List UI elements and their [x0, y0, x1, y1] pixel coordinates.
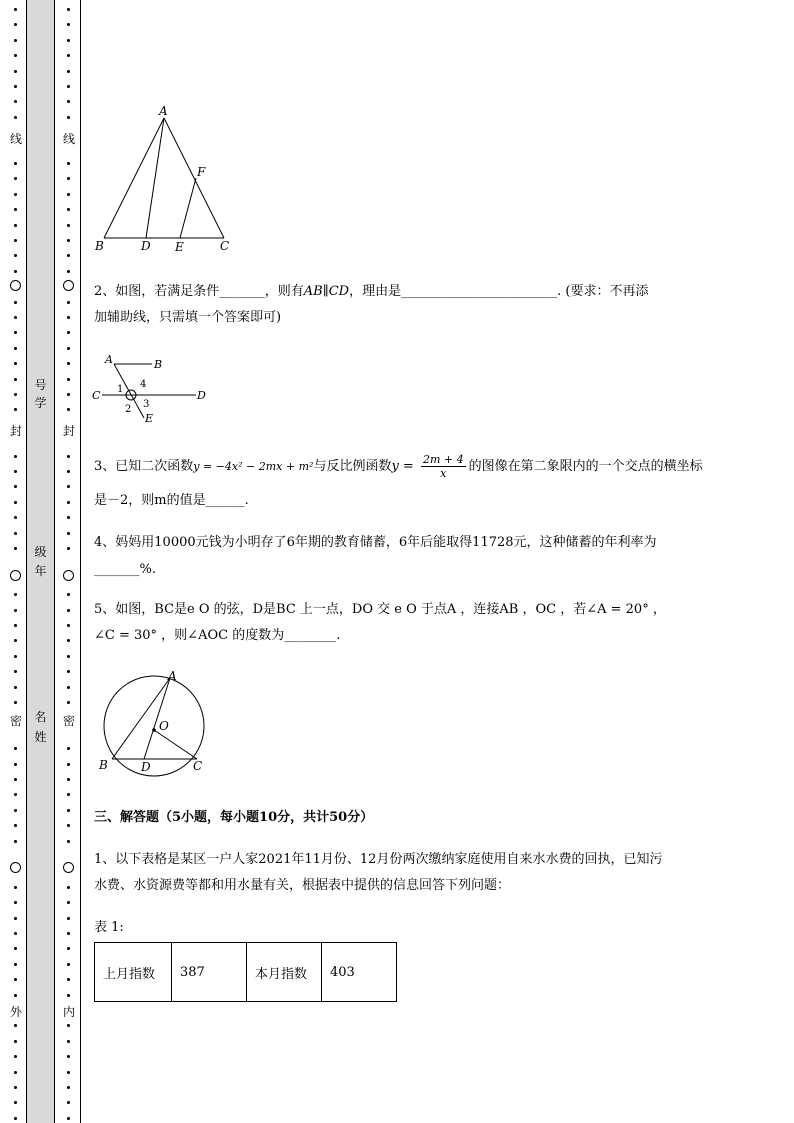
binding-dot	[67, 254, 70, 257]
binding-dot	[67, 747, 70, 750]
binding-dot	[14, 763, 17, 766]
binding-dot	[14, 840, 17, 843]
question-4-line2: _______%.	[94, 562, 156, 577]
angle-4: 4	[140, 379, 147, 390]
angle-1: 1	[117, 384, 124, 395]
binding-dot	[14, 1101, 17, 1104]
binding-dot	[67, 301, 70, 304]
question-5-line1: 5、如图，BC是e O 的弦，D是BC 上一点，DO 交 e O 于点A ，连接AB ，OC ，若∠A = 20° ，	[94, 602, 666, 617]
binding-dot	[67, 655, 70, 658]
binding-dot	[14, 8, 17, 11]
binding-dot	[14, 162, 17, 165]
binding-dot	[67, 270, 70, 273]
label-O: O	[159, 719, 169, 733]
binding-dot	[67, 609, 70, 612]
binding-dot	[14, 301, 17, 304]
binding-dot	[67, 85, 70, 88]
binding-ring	[10, 862, 21, 873]
binding-char: 线	[62, 132, 75, 146]
info-label: 学	[34, 396, 47, 410]
binding-dot	[67, 501, 70, 504]
binding-dot	[67, 901, 70, 904]
table-cell: 本月指数	[247, 943, 322, 1002]
binding-dot	[67, 593, 70, 596]
binding-dot	[14, 1024, 17, 1027]
binding-dot	[67, 70, 70, 73]
binding-dot	[67, 116, 70, 119]
inner-dotted-column	[58, 0, 80, 1123]
binding-dot	[67, 1086, 70, 1089]
binding-dot	[67, 54, 70, 57]
binding-dot	[67, 1055, 70, 1058]
question-2-line2: 加辅助线，只需填一个答案即可)	[94, 310, 282, 325]
binding-dot	[14, 193, 17, 196]
binding-dot	[14, 470, 17, 473]
label-D: D	[141, 760, 151, 774]
binding-line	[80, 0, 81, 1123]
question-4-line1: 4、妈妈用10000元钱为小明存了6年期的教育储蓄，6年后能取得11728元，这种储蓄的年利率为	[94, 535, 657, 550]
label-A: A	[168, 669, 177, 683]
info-label: 姓	[34, 730, 47, 744]
table-cell: 403	[322, 943, 397, 1002]
binding-dot	[14, 85, 17, 88]
binding-dot	[67, 886, 70, 889]
binding-dot	[14, 994, 17, 997]
water-bill-table	[94, 942, 397, 1002]
binding-dot	[67, 316, 70, 319]
info-label: 号	[34, 378, 47, 392]
binding-dot	[67, 1117, 70, 1120]
section-3-heading: 三、解答题（5小题，每小题10分，共计50分）	[94, 810, 374, 825]
binding-dot	[14, 609, 17, 612]
binding-dot	[14, 886, 17, 889]
figure-triangle	[90, 100, 240, 260]
label-A: A	[105, 353, 113, 366]
binding-dot	[67, 8, 70, 11]
binding-dot	[14, 639, 17, 642]
binding-dot	[14, 316, 17, 319]
table-cell: 387	[172, 943, 247, 1002]
binding-char: 封	[62, 424, 75, 438]
binding-dot	[67, 763, 70, 766]
binding-dot	[67, 100, 70, 103]
binding-ring	[63, 570, 74, 581]
label-A: A	[159, 104, 168, 118]
binding-dot	[67, 947, 70, 950]
binding-dot	[67, 455, 70, 458]
binding-dot	[67, 547, 70, 550]
binding-dot	[14, 362, 17, 365]
label-E: E	[175, 240, 184, 254]
label-F: F	[197, 165, 206, 179]
binding-dot	[67, 23, 70, 26]
question-3-line2: 是－2，则m的值是______.	[94, 493, 249, 508]
label-D: D	[141, 239, 151, 253]
binding-dot	[14, 408, 17, 411]
angle-3: 3	[143, 399, 150, 410]
binding-dot	[14, 208, 17, 211]
binding-dot	[14, 747, 17, 750]
binding-dot	[14, 824, 17, 827]
binding-dot	[67, 162, 70, 165]
binding-dot	[14, 655, 17, 658]
binding-dot	[14, 932, 17, 935]
label-C: C	[92, 389, 101, 402]
binding-dot	[14, 516, 17, 519]
question-5-line2: ∠C = 30° ，则∠AOC 的度数为________.	[94, 628, 341, 643]
solve-1-line2: 水费、水资源费等都和用水量有关，根据表中提供的信息回答下列问题：	[94, 878, 511, 893]
binding-dot	[67, 701, 70, 704]
binding-ring	[10, 280, 21, 291]
figure-parallel-lines	[88, 352, 218, 427]
binding-dot	[14, 547, 17, 550]
label-D: D	[197, 389, 206, 402]
binding-dot	[14, 347, 17, 350]
binding-dot	[67, 393, 70, 396]
table-cell: 上月指数	[95, 943, 172, 1002]
binding-dot	[14, 331, 17, 334]
binding-dot	[14, 593, 17, 596]
binding-ring	[63, 862, 74, 873]
binding-dot	[67, 994, 70, 997]
binding-dot	[14, 1040, 17, 1043]
binding-dot	[14, 778, 17, 781]
binding-dot	[67, 331, 70, 334]
binding-dot	[14, 100, 17, 103]
binding-dot	[14, 1117, 17, 1120]
binding-dot	[67, 193, 70, 196]
binding-dot	[67, 39, 70, 42]
binding-char: 密	[9, 714, 22, 728]
binding-char: 内	[62, 1005, 75, 1019]
binding-dot	[14, 224, 17, 227]
binding-dot	[14, 793, 17, 796]
binding-dot	[67, 224, 70, 227]
binding-dot	[14, 254, 17, 257]
info-label: 级	[34, 545, 47, 559]
binding-dot	[67, 624, 70, 627]
binding-dot	[67, 177, 70, 180]
binding-dot	[14, 670, 17, 673]
binding-margin	[0, 0, 82, 1123]
binding-dot	[14, 501, 17, 504]
binding-dot	[14, 23, 17, 26]
binding-dot	[14, 393, 17, 396]
binding-dot	[14, 54, 17, 57]
binding-char: 线	[9, 132, 22, 146]
binding-dot	[67, 516, 70, 519]
binding-dot	[67, 1101, 70, 1104]
binding-dot	[14, 947, 17, 950]
binding-dot	[14, 701, 17, 704]
binding-dot	[67, 932, 70, 935]
binding-dot	[67, 408, 70, 411]
binding-dot	[67, 347, 70, 350]
binding-dot	[14, 963, 17, 966]
binding-dot	[14, 624, 17, 627]
binding-dot	[14, 901, 17, 904]
binding-dot	[67, 963, 70, 966]
binding-ring	[10, 570, 21, 581]
student-info-band	[26, 0, 55, 1123]
label-B: B	[99, 758, 108, 772]
binding-dot	[14, 917, 17, 920]
binding-dot	[14, 70, 17, 73]
outer-dotted-column	[5, 0, 27, 1123]
binding-dot	[67, 917, 70, 920]
figure-circle	[94, 668, 219, 778]
table-caption: 表 1:	[94, 920, 124, 935]
binding-char: 封	[9, 424, 22, 438]
binding-dot	[14, 39, 17, 42]
binding-dot	[67, 670, 70, 673]
binding-dot	[67, 978, 70, 981]
binding-dot	[14, 485, 17, 488]
binding-dot	[67, 778, 70, 781]
info-label: 名	[34, 710, 47, 724]
binding-dot	[67, 793, 70, 796]
question-3-line1: 3、已知二次函数y = −4x² − 2mx + m²与反比例函数y = $\frac{2m + 4}{x}$ 的图像在第二象限内的一个交点的横坐标	[94, 453, 703, 480]
angle-2: 2	[125, 404, 132, 415]
binding-dot	[67, 470, 70, 473]
binding-dot	[14, 1086, 17, 1089]
binding-dot	[14, 270, 17, 273]
binding-dot	[67, 1024, 70, 1027]
label-B: B	[154, 358, 163, 371]
label-C: C	[193, 759, 203, 773]
binding-dot	[14, 809, 17, 812]
binding-dot	[67, 239, 70, 242]
binding-dot	[14, 378, 17, 381]
info-label: 年	[34, 564, 47, 578]
binding-dot	[14, 978, 17, 981]
binding-dot	[67, 532, 70, 535]
binding-dot	[14, 239, 17, 242]
label-C: C	[220, 239, 230, 253]
binding-dot	[67, 639, 70, 642]
binding-dot	[67, 686, 70, 689]
binding-dot	[67, 362, 70, 365]
binding-dot	[14, 1071, 17, 1074]
binding-dot	[67, 824, 70, 827]
binding-dot	[14, 686, 17, 689]
binding-dot	[14, 455, 17, 458]
binding-dot	[67, 840, 70, 843]
binding-dot	[67, 208, 70, 211]
binding-dot	[67, 378, 70, 381]
solve-1-line1: 1、以下表格是某区一户人家2021年11月份、12月份两次缴纳家庭使用自来水水费的回执，已知污	[94, 852, 663, 867]
binding-char: 密	[62, 714, 75, 728]
binding-dot	[67, 485, 70, 488]
binding-ring	[63, 280, 74, 291]
binding-dot	[14, 532, 17, 535]
label-E: E	[145, 412, 154, 425]
binding-dot	[14, 1055, 17, 1058]
table-row	[95, 943, 397, 1002]
label-B: B	[95, 239, 104, 253]
binding-dot	[14, 177, 17, 180]
binding-dot	[67, 1071, 70, 1074]
binding-dot	[67, 1040, 70, 1043]
binding-char: 外	[9, 1005, 22, 1019]
fraction: $\frac{2m + 4}{x}$	[422, 453, 464, 480]
question-2-line1: 2、如图，若满足条件_______，则有AB∥CD，理由是________________________. (要求：不再添	[94, 284, 649, 299]
binding-dot	[67, 809, 70, 812]
binding-dot	[14, 116, 17, 119]
